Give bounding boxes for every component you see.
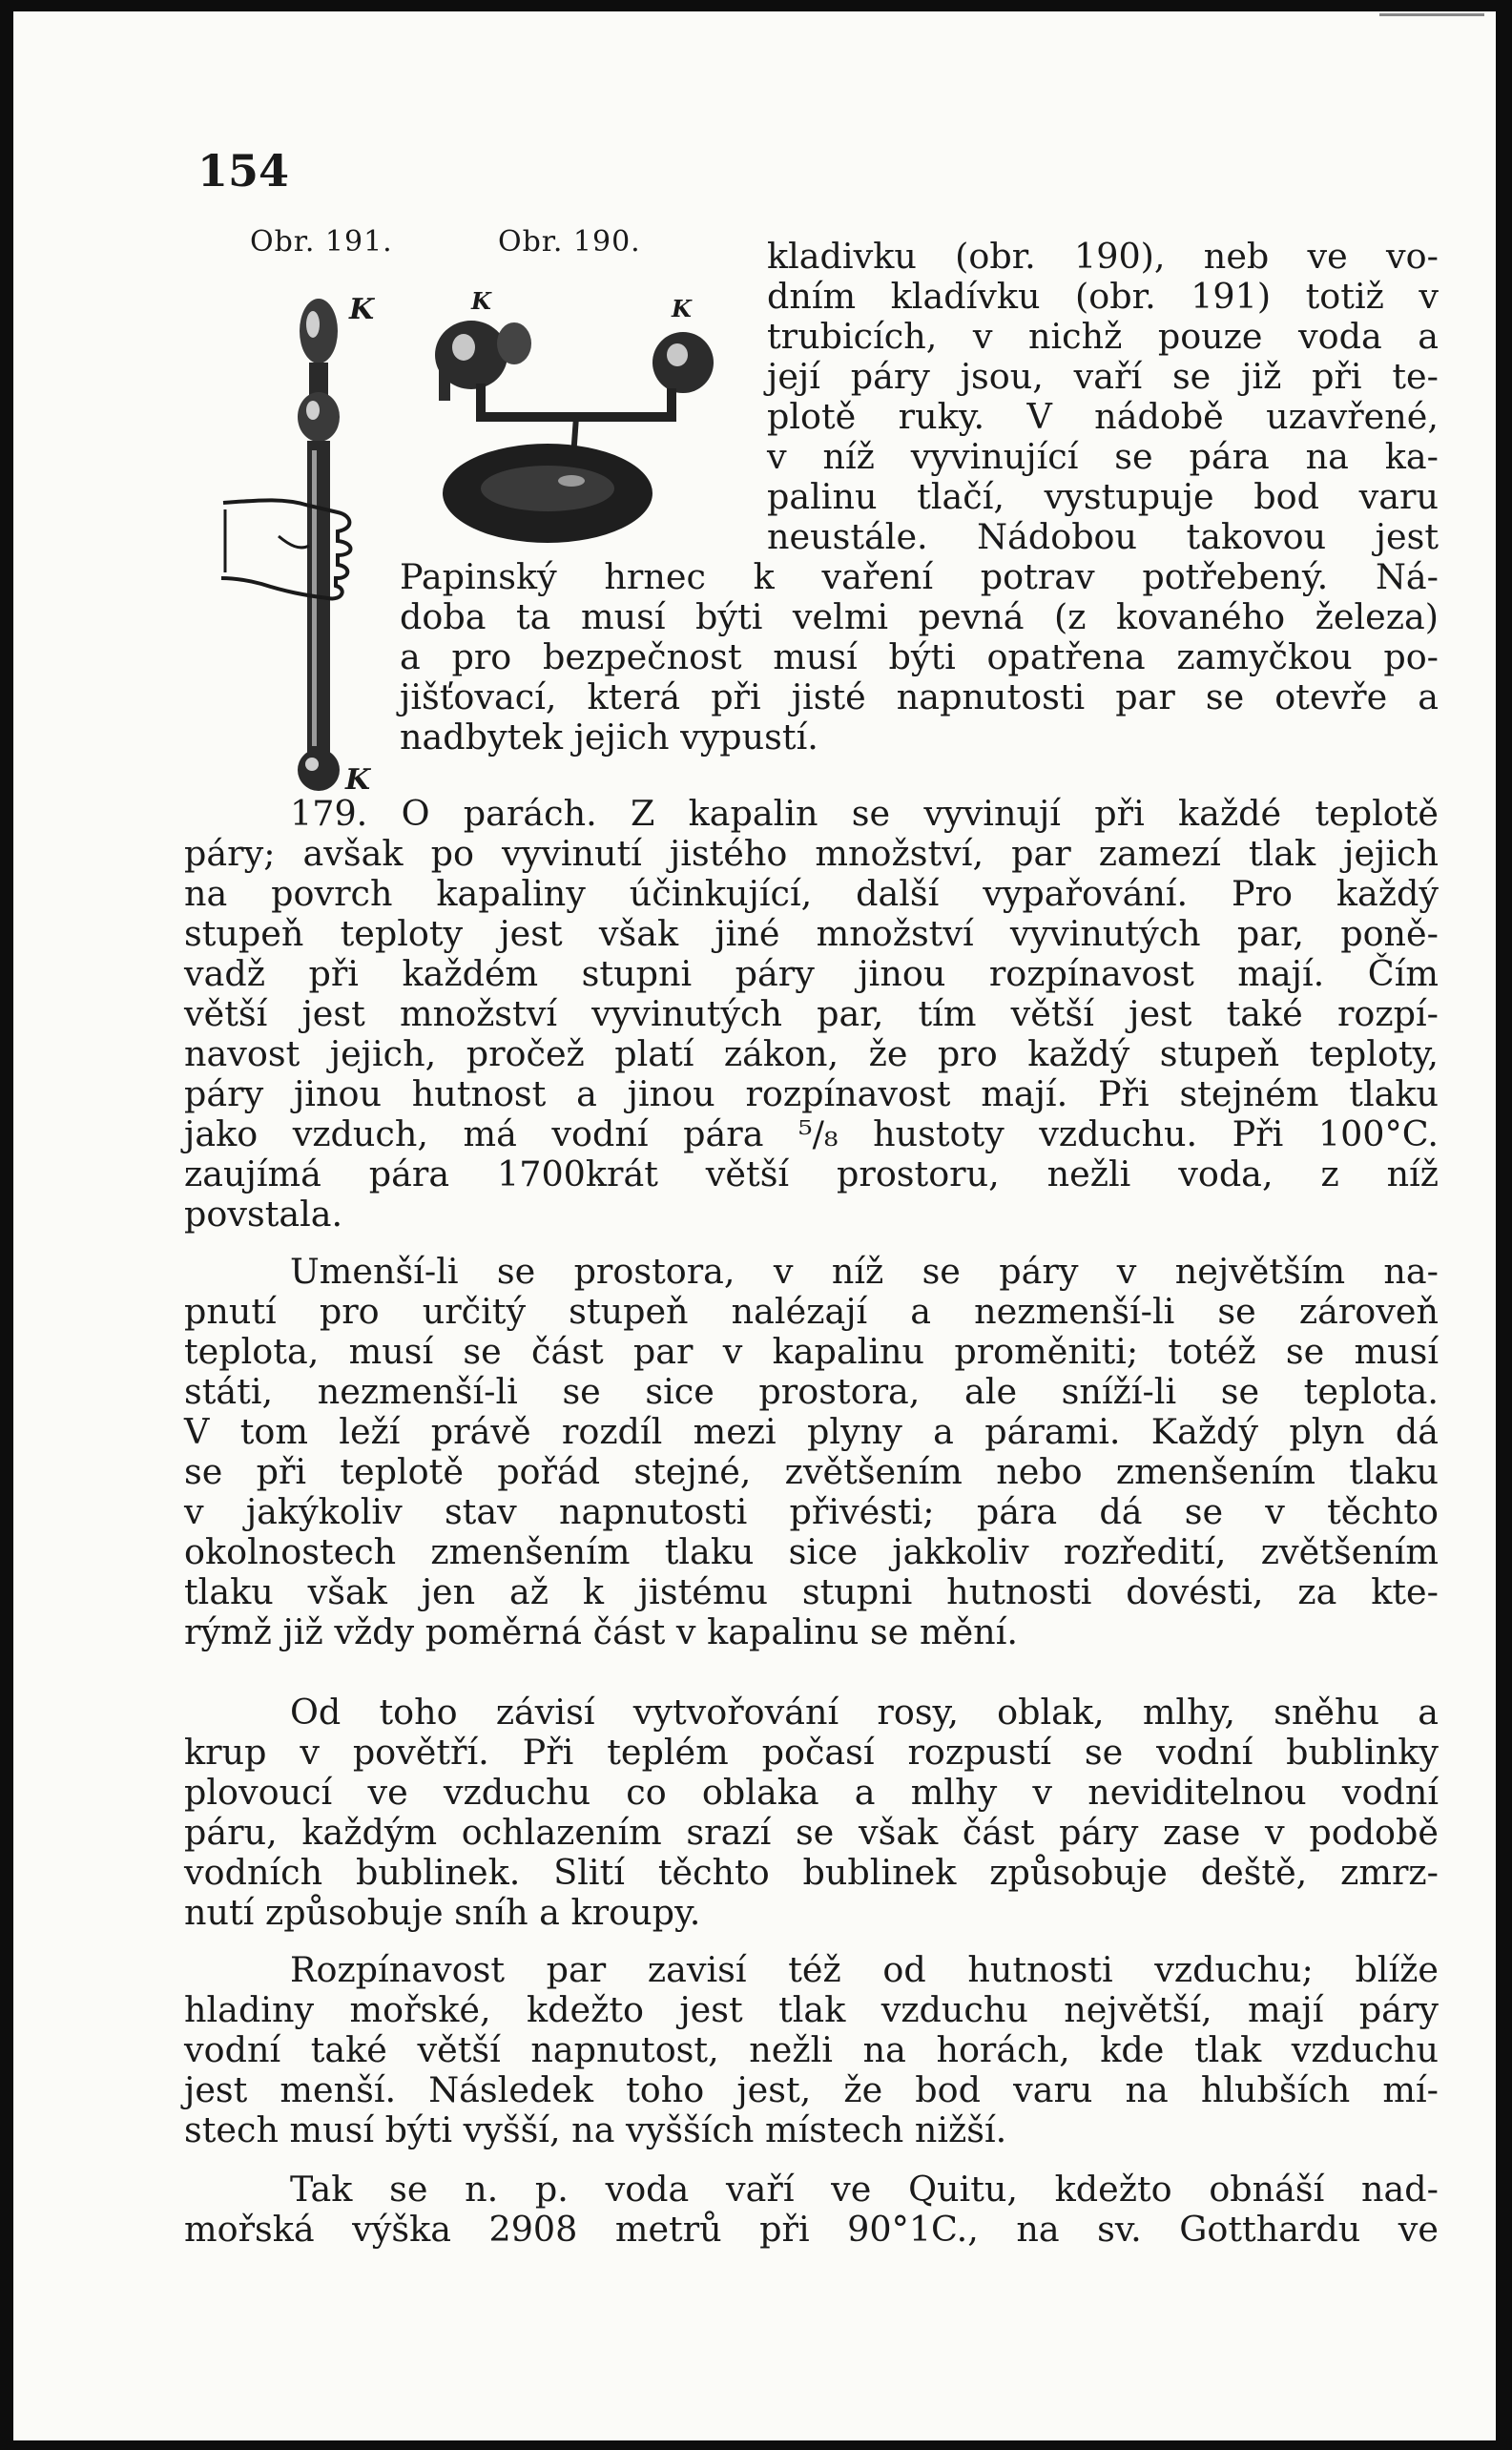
text-line: plotě ruky. V nádobě uzavřené, bbox=[767, 396, 1439, 437]
text-line: plovoucí ve vzduchu co oblaka a mlhy v neviditelnou vodní bbox=[184, 1772, 1439, 1813]
text-line: větší jest množství vyvinutých par, tím větší jest také rozpí- bbox=[184, 993, 1439, 1034]
text-line: Tak se n. p. voda vaří ve Quitu, kdežto obnáší nad- bbox=[290, 2169, 1439, 2210]
book-page bbox=[13, 11, 1496, 2440]
text-line: hladiny mořské, kdežto jest tlak vzduchu největší, mají páry bbox=[184, 1989, 1439, 2030]
text-line: kladivku (obr. 190), neb ve vo- bbox=[767, 236, 1439, 277]
text-line: státi, nezmenší-li se sice prostora, ale sníží-li se teplota. bbox=[184, 1371, 1439, 1412]
label-k-fig190-right: K bbox=[672, 295, 692, 322]
text-line: Papinský hrnec k vaření potrav potřebený. Ná- bbox=[400, 556, 1439, 597]
text-line: okolnostech zmenšením tlaku sice jakkoliv rozředití, zvětšením bbox=[184, 1531, 1439, 1572]
text-line: a pro bezpečnost musí býti opatřena zamyčkou po- bbox=[400, 636, 1439, 677]
scan-edge-mark bbox=[1379, 13, 1484, 16]
text-line: navost jejich, pročež platí zákon, že pro každý stupeň teploty, bbox=[184, 1033, 1439, 1074]
text-line: páru, každým ochlazením srazí se však část páry zase v podobě bbox=[184, 1812, 1439, 1853]
figure-190-caption: Obr. 190. bbox=[498, 225, 641, 259]
text-line: zaujímá pára 1700krát větší prostoru, nežli voda, z níž bbox=[184, 1153, 1439, 1194]
text-line: Od toho závisí vytvořování rosy, oblak, mlhy, sněhu a bbox=[290, 1692, 1439, 1733]
text-line: páry; avšak po vyvinutí jistého množství, par zamezí tlak jejich bbox=[184, 833, 1439, 874]
text-line: Umenší-li se prostora, v níž se páry v největším na- bbox=[290, 1251, 1439, 1292]
label-k-upper: K bbox=[349, 293, 375, 326]
pulse-glass-figure bbox=[435, 287, 714, 543]
text-line: vodních bublinek. Slití těchto bublinek způsobuje deště, zmrz- bbox=[184, 1852, 1439, 1893]
text-line: povstala. bbox=[184, 1194, 343, 1235]
text-line: doba ta musí býti velmi pevná (z kovaného železa) bbox=[400, 596, 1439, 637]
text-line: dním kladívku (obr. 191) totiž v bbox=[767, 276, 1439, 317]
text-line: v jakýkoliv stav napnutosti přivésti; pára dá se v těchto bbox=[184, 1491, 1439, 1532]
text-line: V tom leží právě rozdíl mezi plyny a párami. Každý plyn dá bbox=[184, 1411, 1439, 1452]
water-hammer-figure bbox=[221, 293, 376, 797]
section-179-heading-line: 179. O parách. Z kapalin se vyvinují při každé teplotě bbox=[290, 793, 1439, 834]
text-line: jako vzduch, má vodní pára ⁵/₈ hustoty vzduchu. Při 100°C. bbox=[184, 1113, 1439, 1154]
page-number: 154 bbox=[197, 145, 290, 197]
text-line: rýmž již vždy poměrná část v kapalinu se mění. bbox=[184, 1611, 1018, 1652]
text-line: v níž vyvinující se pára na ka- bbox=[767, 436, 1439, 477]
text-line: nutí způsobuje sníh a kroupy. bbox=[184, 1892, 701, 1933]
text-line: pnutí pro určitý stupeň nalézají a nezmenší-li se zároveň bbox=[184, 1291, 1439, 1332]
label-k-lower: K bbox=[345, 763, 371, 797]
text-line: její páry jsou, vaří se již při te- bbox=[767, 356, 1439, 397]
text-line: páry jinou hutnost a jinou rozpínavost mají. Při stejném tlaku bbox=[184, 1073, 1439, 1114]
text-line: vodní také větší napnutost, nežli na horách, kde tlak vzduchu bbox=[184, 2029, 1439, 2070]
text-line: se při teplotě pořád stejné, zvětšením nebo zmenšením tlaku bbox=[184, 1451, 1439, 1492]
text-line: teplota, musí se část par v kapalinu proměniti; totéž se musí bbox=[184, 1331, 1439, 1372]
text-line: krup v povětří. Při teplém počasí rozpustí se vodní bublinky bbox=[184, 1732, 1439, 1773]
text-line: vadž při každém stupni páry jinou rozpínavost mají. Čím bbox=[184, 953, 1439, 994]
text-line: tlaku však jen až k jistému stupni hutnosti dovésti, za kte- bbox=[184, 1571, 1439, 1612]
label-k-fig190-left: K bbox=[471, 287, 491, 315]
text-line: trubicích, v nichž pouze voda a bbox=[767, 316, 1439, 357]
text-line: na povrch kapaliny účinkující, další vypařování. Pro každý bbox=[184, 873, 1439, 914]
text-line: stech musí býti vyšší, na vyšších místech nižší. bbox=[184, 2109, 1007, 2150]
text-line: palinu tlačí, vystupuje bod varu bbox=[767, 476, 1439, 517]
text-line: jišťovací, která při jisté napnutosti par se otevře a bbox=[400, 676, 1439, 717]
figure-191-caption: Obr. 191. bbox=[250, 225, 393, 259]
text-line: jest menší. Následek toho jest, že bod varu na hlubších mí- bbox=[184, 2069, 1439, 2110]
text-line: nadbytek jejich vypustí. bbox=[400, 716, 818, 758]
text-line: Rozpínavost par zavisí též od hutnosti vzduchu; blíže bbox=[290, 1949, 1439, 1990]
text-line: stupeň teploty jest však jiné množství vyvinutých par, poně- bbox=[184, 913, 1439, 954]
text-line: neustále. Nádobou takovou jest bbox=[767, 516, 1439, 557]
text-line: mořská výška 2908 metrů při 90°1C., na sv. Gotthardu ve bbox=[184, 2209, 1439, 2250]
